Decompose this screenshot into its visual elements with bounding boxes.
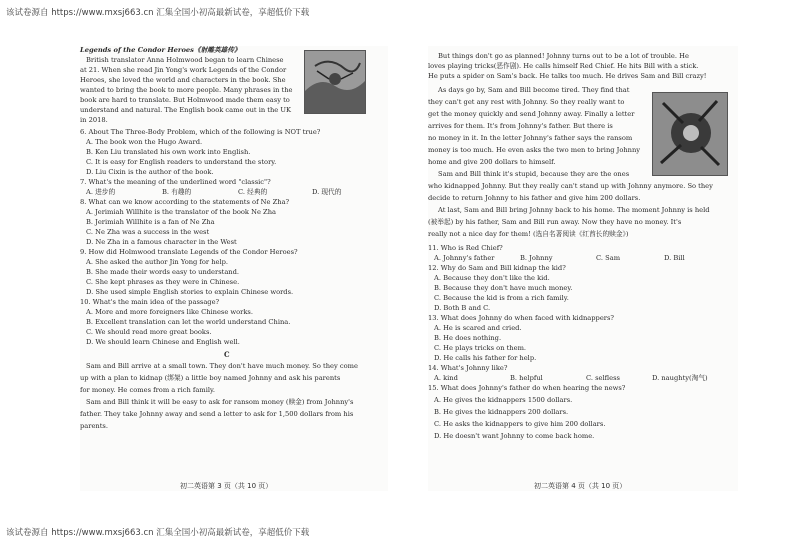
- watermark-top: 该试卷源自 https://www.mxsj663.cn 汇集全国小初高最新试卷，享超低价下载: [6, 8, 310, 18]
- passage-line: parents.: [80, 422, 108, 430]
- q14-option-c: C. selfless: [586, 374, 620, 382]
- option-line: C. Ne Zha was a success in the west: [86, 228, 210, 236]
- q14-option-a: A. kind: [434, 374, 458, 382]
- left-page: [80, 46, 388, 491]
- passage-line: As days go by, Sam and Bill become tired. They find that: [438, 86, 630, 94]
- option-line: C. She kept phrases as they were in Chinese.: [86, 278, 240, 286]
- q7-option-b: B. 有趣的: [162, 188, 192, 196]
- option-line: A. He is scared and cried.: [434, 324, 522, 332]
- passage-line: Sam and Bill think it will be easy to ask for ransom money (赎金) from Johnny's: [86, 398, 354, 406]
- passage-line: for money. He comes from a rich family.: [80, 386, 216, 394]
- option-line: A. The book won the Hugo Award.: [86, 138, 203, 146]
- passage-line: But things don't go as planned! Johnny turns out to be a lot of trouble. He: [438, 52, 689, 60]
- passage-line: He puts a spider on Sam's back. He talks too much. He drives Sam and Bill crazy!: [428, 72, 707, 80]
- option-line: A. Jerimiah Willhite is the translator of the book Ne Zha: [86, 208, 276, 216]
- question-15: 15. What does Johnny's father do when hearing the news?: [428, 384, 626, 392]
- red-chief-illustration: [652, 92, 728, 176]
- q11-option-c: C. Sam: [596, 254, 621, 262]
- option-line: B. Excellent translation can let the world understand China.: [86, 318, 291, 326]
- passage-line: really not a nice day for them! (选自名著阅读《红酋长的赎金》): [428, 230, 629, 238]
- passage-line: British translator Anna Holmwood began to learn Chinese: [86, 56, 284, 64]
- option-line: B. Jerimiah Willhite is a fan of Ne Zha: [86, 218, 215, 226]
- passage-line: arrives for them. It's from Johnny's father. But there is: [428, 122, 613, 130]
- passage-line: get the money quickly and send Johnny away. Finally a letter: [428, 110, 635, 118]
- passage-line: no money in it. In the letter Johnny's father says the ransom: [428, 134, 633, 142]
- question-10: 10. What's the main idea of the passage?: [80, 298, 220, 306]
- watermark-bottom: 该试卷源自 https://www.mxsj663.cn 汇集全国小初高最新试卷，享超低价下载: [6, 528, 310, 538]
- passage-line: in 2018.: [80, 116, 108, 124]
- option-line: B. He gives the kidnappers 200 dollars.: [434, 408, 569, 416]
- q7-option-a: A. 进步的: [86, 188, 116, 196]
- question-12: 12. Why do Sam and Bill kidnap the kid?: [428, 264, 566, 272]
- option-line: C. He asks the kidnappers to give him 200 dollars.: [434, 420, 606, 428]
- passage-line: up with a plan to kidnap (绑架) a little boy named Johnny and ask his parents: [80, 374, 341, 382]
- right-page: [428, 46, 738, 491]
- section-c-heading: C: [224, 350, 230, 359]
- option-line: D. He calls his father for help.: [434, 354, 537, 362]
- option-line: B. He does nothing.: [434, 334, 502, 342]
- question-13: 13. What does Johnny do when faced with kidnappers?: [428, 314, 615, 322]
- option-line: D. We should learn Chinese and English well.: [86, 338, 240, 346]
- q7-option-d: D. 现代的: [312, 188, 342, 196]
- page-footer: 初二英语第 3 页（共 10 页）: [180, 482, 273, 490]
- option-line: D. He doesn't want Johnny to come back home.: [434, 432, 595, 440]
- question-14: 14. What's Johnny like?: [428, 364, 508, 372]
- passage-line: loves playing tricks(恶作剧). He calls himself Red Chief. He hits Bill with a stick.: [428, 62, 699, 70]
- passage-line: (被举起) by his father, Sam and Bill run away. Now they have no money. It's: [428, 218, 682, 226]
- passage-line: At last, Sam and Bill bring Johnny back to his home. The moment Johnny is held: [438, 206, 710, 214]
- passage-line: wanted to bring the book to more people. Many phrases in the: [80, 86, 293, 94]
- option-line: D. She used simple English stories to explain Chinese words.: [86, 288, 294, 296]
- passage-line: home and give 200 dollars to himself.: [428, 158, 556, 166]
- passage-line: at 21. When she read Jin Yong's work Legends of the Condor: [80, 66, 287, 74]
- question-6: 6. About The Three-Body Problem, which of the following is NOT true?: [80, 128, 321, 136]
- q7-option-c: C. 经典的: [238, 188, 268, 196]
- passage-line: who kidnapped Johnny. But they really can't stand up with Johnny anymore. So they: [428, 182, 713, 190]
- question-8: 8. What can we know according to the statements of Ne Zha?: [80, 198, 290, 206]
- passage-line: Sam and Bill arrive at a small town. They don't have much money. So they come: [86, 362, 358, 370]
- passage-title: Legends of the Condor Heroes《射雕英雄传》: [80, 46, 241, 54]
- option-line: A. Because they don't like the kid.: [434, 274, 550, 282]
- condor-illustration: [304, 50, 366, 114]
- option-line: D. Both B and C.: [434, 304, 491, 312]
- option-line: B. She made their words easy to understand.: [86, 268, 240, 276]
- passage-line: book are hard to translate. But Holmwood made them easy to: [80, 96, 290, 104]
- q11-option-b: B. Johnny: [520, 254, 553, 262]
- passage-line: understand and natural. The English book came out in the UK: [80, 106, 291, 114]
- option-line: B. Ken Liu translated his own work into English.: [86, 148, 251, 156]
- option-line: A. More and more foreigners like Chinese works.: [86, 308, 253, 316]
- passage-line: Sam and Bill think it's stupid, because they are the ones: [438, 170, 630, 178]
- option-line: C. We should read more great books.: [86, 328, 212, 336]
- question-9: 9. How did Holmwood translate Legends of the Condor Heroes?: [80, 248, 298, 256]
- option-line: A. She asked the author Jin Yong for help.: [86, 258, 229, 266]
- passage-line: money is too much. He even asks the two men to bring Johnny: [428, 146, 641, 154]
- option-line: A. He gives the kidnappers 1500 dollars.: [434, 396, 573, 404]
- option-line: D. Ne Zha in a famous character in the West: [86, 238, 237, 246]
- passage-line: father. They take Johnny away and send a letter to ask for 1,500 dollars from his: [80, 410, 354, 418]
- option-line: C. It is easy for English readers to understand the story.: [86, 158, 277, 166]
- passage-line: decide to return Johnny to his father and give him 200 dollars.: [428, 194, 641, 202]
- q14-option-d: D. naughty(淘气): [652, 374, 708, 382]
- passage-line: they can't get any rest with Johnny. So they really want to: [428, 98, 625, 106]
- q11-option-a: A. Johnny's father: [434, 254, 495, 262]
- q11-option-d: D. Bill: [664, 254, 685, 262]
- option-line: B. Because they don't have much money.: [434, 284, 573, 292]
- option-line: C. He plays tricks on them.: [434, 344, 527, 352]
- page-footer: 初二英语第 4 页（共 10 页）: [534, 482, 627, 490]
- q14-option-b: B. helpful: [510, 374, 543, 382]
- question-11: 11. Who is Red Chief?: [428, 244, 503, 252]
- option-line: C. Because the kid is from a rich family.: [434, 294, 569, 302]
- question-7: 7. What's the meaning of the underlined word "classic"?: [80, 178, 271, 186]
- option-line: D. Liu Cixin is the author of the book.: [86, 168, 214, 176]
- passage-line: Heroes, she loved the world and characters in the book. She: [80, 76, 286, 84]
